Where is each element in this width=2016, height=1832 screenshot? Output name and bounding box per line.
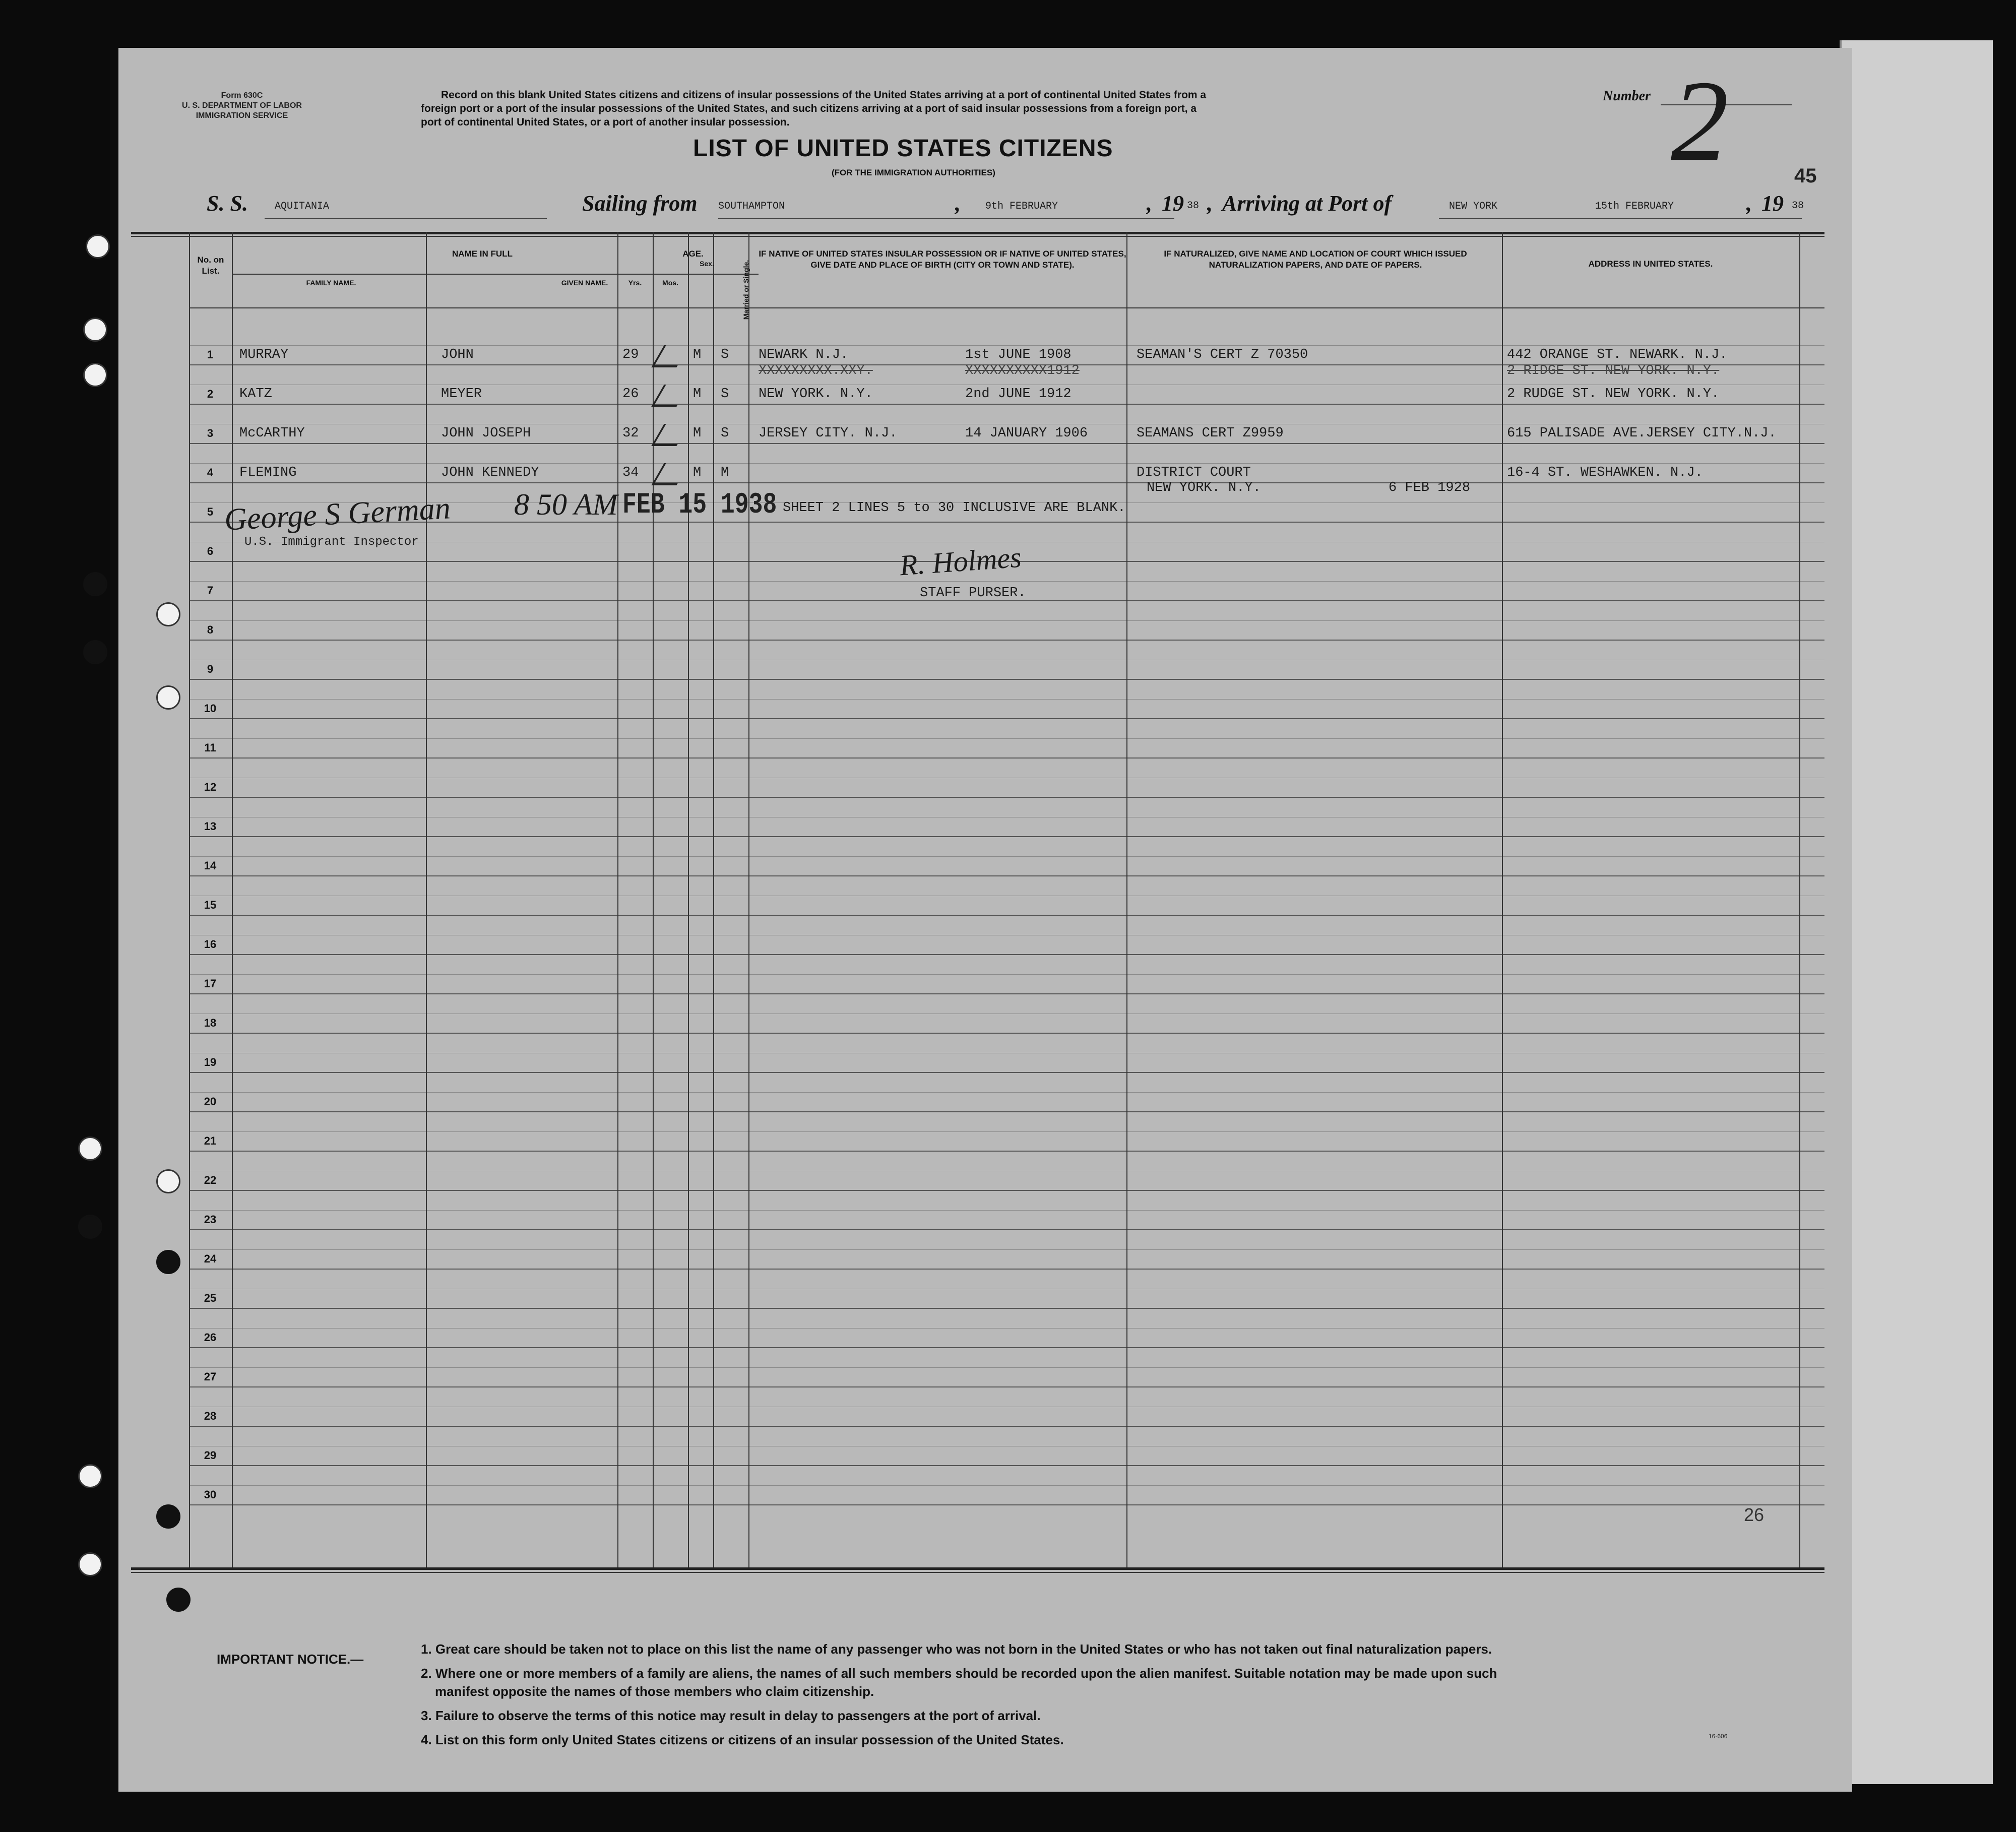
column-rule [748,232,749,1567]
page-subtitle: (FOR THE IMMIGRATION AUTHORITIES) [832,168,995,177]
form-number: Form 630C [221,91,263,100]
header-age: AGE. [682,249,704,259]
row-rule [189,443,1824,444]
binder-hole-icon [156,1250,180,1274]
row-rule [189,718,1824,719]
sex: M [693,387,702,402]
row-half-rule [189,1131,1824,1132]
row-half-rule [189,1210,1824,1211]
notice-heading: IMPORTANT NOTICE.— [217,1652,364,1667]
page-title: LIST OF UNITED STATES CITIZENS [693,135,1113,162]
header-native: IF NATIVE OF UNITED STATES INSULAR POSSESSION OR IF NATIVE OF UNITED STATES, GIVE DATE AND PLACE OF BIRTH (CITY OR TOWN AND STATE). [759,249,1126,270]
row-rule [189,1386,1824,1387]
birth-place-struck: XXXXXXXXX.XXY. [759,363,873,378]
header-subdivider [232,274,759,275]
given-name: MEYER [441,387,482,402]
header-sex: Sex. [700,260,714,268]
header-family-name: FAMILY NAME. [306,279,356,287]
given-name: JOHN KENNEDY [441,465,539,480]
row-half-rule [189,974,1824,975]
page-count: 26 [1744,1504,1765,1525]
row-number: 23 [204,1213,217,1226]
row-number: 7 [207,584,214,597]
binder-hole-icon [83,640,107,664]
row-rule [189,640,1824,641]
row-rule [189,757,1824,759]
birth-place: NEWARK N.J. [759,347,849,362]
row-rule [189,1190,1824,1191]
arrival-date: 15th FEBRUARY [1595,201,1674,212]
birth-date: 2nd JUNE 1912 [965,387,1072,402]
notice-item-4: 4. List on this form only United States citizens or citizens of an insular possession of the United States. [421,1732,1064,1747]
number-value: 2 [1671,56,1729,185]
given-name: JOHN JOSEPH [441,426,531,441]
row-half-rule [189,738,1824,739]
binder-hole-icon [83,572,107,596]
address: 442 ORANGE ST. NEWARK. N.J. [1507,347,1728,362]
sailing-year: 38 [1187,200,1200,212]
naturalization: SEAMANS CERT Z9959 [1137,426,1284,441]
family-name: MURRAY [239,347,289,362]
comma-3: , [1207,191,1213,216]
sailing-date: 9th FEBRUARY [985,201,1058,212]
row-half-rule [189,1092,1824,1093]
service: IMMIGRATION SERVICE [196,111,288,120]
binder-hole-icon [156,1169,180,1193]
row-half-rule [189,699,1824,700]
ship-name: AQUITANIA [275,201,330,212]
column-rule [713,232,714,1567]
marital-status: S [721,347,729,362]
address-struck: 2 RIDGE ST. NEW YORK. N.Y. [1507,363,1720,378]
birth-place: NEW YORK. N.Y. [759,387,873,402]
row-rule [189,1229,1824,1230]
row-number: 14 [204,859,217,872]
column-rule [653,232,654,1567]
row-rule [189,993,1824,994]
comma-1: , [955,191,961,216]
address: 2 RUDGE ST. NEW YORK. N.Y. [1507,387,1720,402]
marital-status: M [721,465,729,480]
arrival-stamp: FEB 15 1938 [622,489,777,522]
column-rule [1502,232,1503,1567]
department: U. S. DEPARTMENT OF LABOR [182,101,302,110]
row-number: 18 [204,1017,217,1029]
corner-number: 45 [1794,165,1817,187]
binder-hole-icon [78,1215,102,1239]
row-rule [189,1072,1824,1073]
inspector-time: 8 50 AM [514,488,618,521]
age-years: 29 [622,347,639,362]
header-no-on-list: No. on List. [197,255,224,276]
purser-title: STAFF PURSER. [920,586,1026,601]
row-rule [189,1151,1824,1152]
header-married-or-single: Married or Single. [742,260,750,320]
arrival-port: NEW YORK [1449,201,1498,212]
row-rule [189,404,1824,405]
header-mos: Mos. [662,279,678,287]
row-half-rule [189,1328,1824,1329]
comma-4: , [1746,191,1752,216]
table-top-rule-2 [131,236,1824,237]
column-rule [1799,232,1800,1567]
header-given-name: GIVEN NAME. [561,279,608,287]
row-rule [189,954,1824,955]
binder-hole-icon [86,234,110,259]
row-half-rule [189,1367,1824,1368]
row-number: 28 [204,1410,217,1422]
row-half-rule [189,345,1824,346]
row-number: 27 [204,1370,217,1383]
row-rule [189,679,1824,680]
row-number: 24 [204,1252,217,1265]
row-half-rule [189,620,1824,621]
header-yrs: Yrs. [628,279,642,287]
age-years: 32 [622,426,639,441]
sex: M [693,426,702,441]
naturalization: DISTRICT COURT [1137,465,1251,480]
address: 615 PALISADE AVE.JERSEY CITY.N.J. [1507,426,1777,441]
notice-item-3: 3. Failure to observe the terms of this notice may result in delay to passengers at the port of arrival. [421,1708,1041,1723]
record-line-3: port of continental United States, or a port of another insular possession. [421,116,790,128]
row-half-rule [189,463,1824,464]
table-top-rule [131,232,1824,234]
record-line-1: Record on this blank United States citizens and citizens of insular possessions of the United States arriving at a port of continental United States from a [441,89,1207,101]
binder-hole-icon [78,1464,102,1488]
row-number: 30 [204,1488,217,1501]
row-half-rule [189,856,1824,857]
notice-item-2: 2. Where one or more members of a family are aliens, the names of all such members should be recorded upon the alien manifest. Suitable notation may be made upon such [421,1666,1497,1681]
naturalization-date: 6 FEB 1928 [1389,480,1471,495]
sailing-port-line [718,218,1000,219]
address: 16-4 ST. WESHAWKEN. N.J. [1507,465,1703,480]
row-number: 21 [204,1134,217,1147]
notice-item-1: 1. Great care should be taken not to place on this list the name of any passenger who was not born in the United States or who has not taken out final naturalization papers. [421,1641,1492,1657]
row-number: 26 [204,1331,217,1344]
naturalization-location: NEW YORK. N.Y. [1147,480,1261,495]
row-rule [189,1269,1824,1270]
row-rule [189,1308,1824,1309]
binder-hole-icon [156,685,180,710]
comma-2: , [1147,191,1152,216]
binder-hole-icon [83,318,107,342]
row-number: 20 [204,1095,217,1108]
row-rule [189,797,1824,798]
row-number: 11 [204,741,216,754]
row-rule [189,1347,1824,1348]
row-number: 15 [204,899,217,911]
column-rule [617,232,618,1567]
family-name: FLEMING [239,465,297,480]
header-bottom-rule [189,307,1824,308]
row-number: 1 [207,348,214,361]
table-bottom-rule [131,1567,1824,1570]
row-number: 16 [204,938,217,951]
row-number: 3 [207,427,214,439]
underlying-page-edge [1840,40,1993,1784]
age-years: 26 [622,387,639,402]
row-half-rule [189,581,1824,582]
inspector-title: U.S. Immigrant Inspector [244,535,419,549]
binder-hole-icon [166,1588,191,1612]
row-number: 10 [204,702,217,715]
header-address: ADDRESS IN UNITED STATES. [1588,259,1713,269]
row-half-rule [189,1249,1824,1250]
row-number: 8 [207,623,214,636]
purser-signature: R. Holmes [899,540,1023,582]
arrival-year: 38 [1792,200,1804,212]
marital-status: S [721,387,729,402]
sex: M [693,347,702,362]
row-rule [189,482,1824,483]
binder-hole-icon [83,363,107,387]
row-rule [189,1033,1824,1034]
given-name: JOHN [441,347,474,362]
column-rule [232,232,233,1567]
sex: M [693,465,702,480]
row-rule [189,1465,1824,1466]
table-bottom-rule-2 [131,1572,1824,1573]
binder-hole-icon [78,1136,102,1161]
sailing-port: SOUTHAMPTON [718,201,785,212]
manifest-sheet [118,48,1852,1792]
birth-place: JERSEY CITY. N.J. [759,426,898,441]
row-rule [189,875,1824,876]
number-label: Number [1603,88,1651,104]
record-instructions [421,88,1206,129]
year-prefix-2: 19 [1761,191,1784,216]
row-half-rule [189,1485,1824,1486]
row-number: 9 [207,663,214,675]
sailing-label: Sailing from [582,191,698,216]
arriving-label: Arriving at Port of [1222,191,1392,216]
row-number: 25 [204,1292,217,1304]
binder-hole-icon [156,1504,180,1529]
ss-label: S. S. [207,191,248,216]
column-rule [189,232,190,1567]
row-rule [189,915,1824,916]
row-number: 4 [207,466,214,479]
header-naturalized: IF NATURALIZED, GIVE NAME AND LOCATION OF COURT WHICH ISSUED NATURALIZATION PAPERS, AND DATE OF PAPERS. [1164,249,1467,270]
row-number: 19 [204,1056,217,1068]
row-number: 13 [204,820,217,833]
row-number: 29 [204,1449,217,1462]
row-rule [189,1504,1824,1505]
row-number: 17 [204,977,217,990]
header-name-in-full: NAME IN FULL [452,249,513,259]
age-years: 34 [622,465,639,480]
marital-status: S [721,426,729,441]
family-name: KATZ [239,387,272,402]
row-rule [189,836,1824,837]
notice-form-code: 16-606 [1709,1733,1728,1740]
row-number: 2 [207,388,214,400]
row-number: 12 [204,781,217,793]
form-id-block [159,91,325,121]
ship-line [265,218,547,219]
row-rule [189,1426,1824,1427]
column-rule [426,232,427,1567]
birth-date-struck: XXXXXXXXXX1912 [965,363,1080,378]
sailing-date-line [983,218,1174,219]
binder-hole-icon [156,602,180,626]
column-rule [1126,232,1127,1567]
column-rule [688,232,689,1567]
notice-item-2-cont: manifest opposite the names of those members who claim citizenship. [435,1684,874,1699]
arrival-line [1439,218,1802,219]
birth-date: 1st JUNE 1908 [965,347,1072,362]
row-rule [189,1111,1824,1112]
row-number: 22 [204,1174,217,1186]
inspector-signature: George S German [223,491,452,537]
binder-hole-icon [78,1552,102,1576]
year-prefix-1: 19 [1162,191,1184,216]
blank-lines-note: SHEET 2 LINES 5 to 30 INCLUSIVE ARE BLANK. [783,500,1126,516]
naturalization: SEAMAN'S CERT Z 70350 [1137,347,1308,362]
row-number: 5 [207,506,214,518]
row-number: 6 [207,545,214,557]
family-name: McCARTHY [239,426,305,441]
record-line-2: foreign port or a port of the insular possessions of the United States, and such citizens arriving at a port of said insular possessions from a foreign port, a [421,103,1197,114]
birth-date: 14 JANUARY 1906 [965,426,1088,441]
